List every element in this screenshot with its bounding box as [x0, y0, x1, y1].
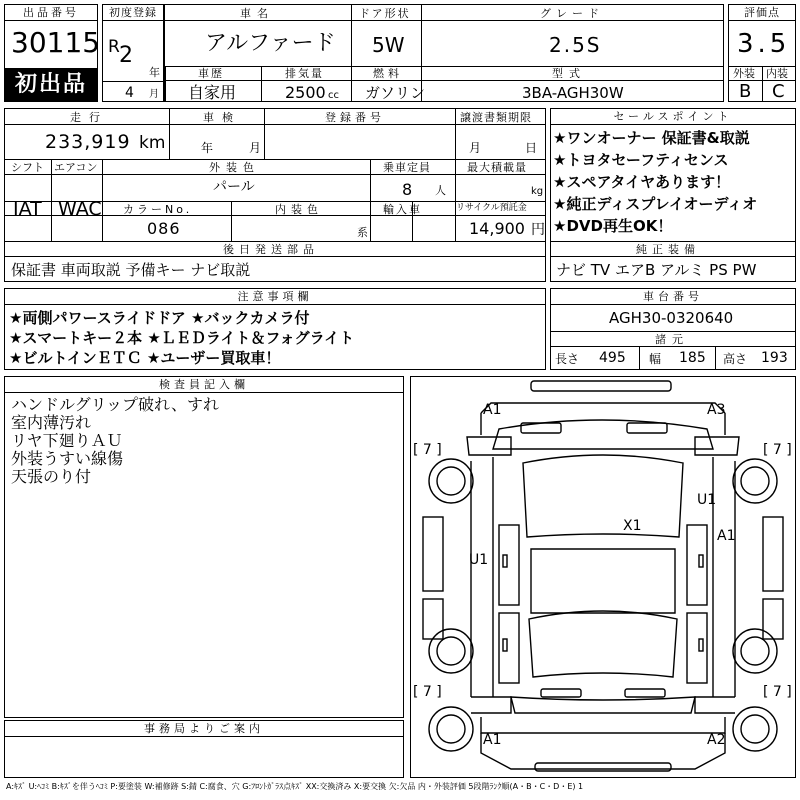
- exterior-grade: B: [739, 81, 752, 102]
- chassis-block: [550, 288, 796, 370]
- displacement-unit: cc: [328, 90, 339, 101]
- grade-label: グレード: [540, 7, 604, 20]
- mark-x1-roof: X1: [623, 518, 642, 534]
- mark-a1-rear-left: A1: [483, 732, 502, 748]
- height-label: 高さ: [723, 352, 748, 366]
- office-block: [4, 720, 404, 778]
- tire-mark-front-right: [ 7 ]: [763, 442, 792, 458]
- interior-label: 内装: [766, 67, 788, 80]
- capacity: 8: [402, 180, 413, 199]
- mileage: 233,919: [45, 131, 131, 153]
- later-parts: 保証書 車両取説 予備キー ナビ取説: [11, 261, 251, 279]
- fuel: ガソリン: [365, 84, 426, 102]
- interior-grade: C: [772, 81, 785, 102]
- width-label: 幅: [649, 352, 662, 366]
- chassis-label: 車台番号: [551, 289, 795, 305]
- ac-label: エアコン: [54, 161, 98, 174]
- color-no: 086: [147, 219, 181, 238]
- inspection-year-unit: 年: [201, 141, 214, 155]
- notes-block: [4, 288, 546, 370]
- notes-label: 注意事項欄: [5, 289, 545, 305]
- reg-year: 2: [119, 43, 133, 68]
- legend: A:ｷｽﾞ U:ﾍｺﾐ B:ｷｽﾞを伴うﾍｺﾐ P:要塗装 W:補修跡 S:錆 C:腐食、穴 G:ﾌﾛﾝﾄｶﾞﾗｽ点ｷｽﾞ XX:交換済み X:要交換 欠:欠品 内・外装評価 5段階ﾗﾝｸ順(A・B・C・D・E) 1: [6, 782, 584, 791]
- lot-label: 出品番号: [5, 5, 97, 21]
- office-label: 事務局よりご案内: [5, 721, 403, 737]
- shift: IAT: [13, 198, 42, 220]
- model-label: 型式: [552, 67, 586, 80]
- max-load-label: 最大積載量: [467, 161, 527, 174]
- length: 495: [599, 350, 626, 366]
- ext-color: パール: [213, 179, 255, 195]
- reg-number-label: 登録番号: [325, 111, 385, 124]
- mark-u1-left: U1: [469, 552, 489, 568]
- max-load-unit: kg: [531, 186, 544, 197]
- car-diagram: [411, 377, 795, 777]
- sales-points-label: セールスポイント: [551, 109, 795, 125]
- details-block: [4, 108, 546, 282]
- height: 193: [761, 350, 788, 366]
- vehicle-info-block: [164, 4, 724, 102]
- mark-u1-right: U1: [697, 492, 717, 508]
- sales-points-block: [550, 108, 796, 282]
- first-reg-label: 初度登録: [103, 5, 163, 21]
- exterior-label: 外装: [733, 67, 755, 80]
- inspector-line-4: 外装うすい線傷: [11, 449, 124, 468]
- int-color-label: 内装色: [275, 203, 323, 216]
- mark-a2-rear-right: A2: [707, 732, 726, 748]
- mark-a1-front-left: A1: [483, 402, 502, 418]
- inspector-block: [4, 376, 404, 718]
- displacement: 2500: [285, 83, 326, 102]
- car-name: アルファード: [205, 31, 336, 56]
- mileage-label: 走行: [70, 111, 108, 124]
- history: 自家用: [188, 83, 237, 102]
- color-no-label: カラーNo.: [123, 203, 193, 216]
- door-label: ドア形状: [359, 7, 411, 20]
- chassis-number: AGH30-0320640: [609, 309, 734, 327]
- capacity-unit: 人: [435, 184, 446, 197]
- width: 185: [679, 350, 706, 366]
- shift-label: シフト: [11, 161, 44, 174]
- first-listing-badge: 初出品: [5, 68, 97, 101]
- fuel-label: 燃料: [373, 67, 403, 80]
- lot-block: [4, 4, 101, 102]
- sales-point-1: ★ワンオーナー 保証書&取説: [553, 129, 750, 147]
- score-block: [728, 4, 796, 102]
- model: 3BA-AGH30W: [522, 84, 624, 102]
- tire-mark-rear-left: [ 7 ]: [413, 684, 442, 700]
- note-line-2: ★スマートキー２本 ★ＬＥＤライト＆フォグライト: [9, 329, 355, 347]
- inspector-line-1: ハンドルグリップ破れ、すれ: [11, 395, 220, 414]
- inspector-line-3: リヤ下廻りＡＵ: [11, 431, 123, 450]
- sales-point-2: ★トヨタセーフティセンス: [553, 151, 729, 169]
- history-label: 車歴: [198, 67, 224, 80]
- specs-label: 諸元: [655, 333, 689, 346]
- inspector-label: 検査員記入欄: [5, 377, 403, 393]
- era: R: [108, 37, 120, 57]
- mark-a3-front-right: A3: [707, 402, 726, 418]
- tire-mark-rear-right: [ 7 ]: [763, 684, 792, 700]
- first-reg-block: [102, 4, 164, 102]
- length-label: 長さ: [555, 352, 580, 366]
- int-color-unit: 系: [357, 226, 368, 239]
- note-line-1: ★両側パワースライドドア ★バックカメラ付: [9, 309, 310, 327]
- equipment: ナビ TV エアB アルミ PS PW: [556, 261, 757, 279]
- later-parts-label: 後日発送部品: [223, 243, 319, 256]
- score: 3.5: [737, 29, 791, 59]
- reg-month: 4: [125, 85, 134, 101]
- year-unit: 年: [149, 66, 160, 79]
- note-line-3: ★ビルトインＥＴＣ ★ユーザー買取車！: [9, 349, 281, 367]
- inspector-line-2: 室内薄汚れ: [11, 413, 92, 432]
- sales-point-4: ★純正ディスプレイオーディオ: [553, 195, 758, 213]
- tire-mark-front-left: [ 7 ]: [413, 442, 442, 458]
- transfer-label: 譲渡書類期限: [460, 111, 532, 124]
- equipment-label: 純正装備: [636, 243, 700, 256]
- transfer-day: 日: [525, 141, 538, 155]
- sales-point-5: ★DVD再生OK！: [553, 217, 673, 235]
- inspection-month-unit: 月: [249, 141, 262, 155]
- import-label: 輸入車: [383, 203, 422, 216]
- mark-a1-right: A1: [717, 528, 736, 544]
- lot-number: 30115: [11, 26, 101, 59]
- ac: WAC: [58, 198, 102, 220]
- recycle: 14,900: [469, 219, 525, 238]
- capacity-label: 乗車定員: [383, 161, 431, 174]
- door-type: 5W: [372, 33, 405, 57]
- recycle-label: リサイクル預託金: [456, 203, 527, 213]
- sales-point-3: ★スペアタイヤあります！: [553, 173, 731, 191]
- car-diagram-block: [410, 376, 796, 778]
- score-label: 評価点: [729, 5, 795, 21]
- recycle-unit: 円: [531, 222, 545, 238]
- displacement-label: 排気量: [285, 67, 324, 80]
- month-unit: 月: [149, 89, 159, 100]
- inspection-label: 車検: [203, 111, 241, 124]
- car-name-label: 車名: [240, 7, 274, 20]
- mileage-unit: km: [139, 133, 166, 153]
- inspector-line-5: 天張のり付: [11, 467, 92, 486]
- ext-color-label: 外装色: [209, 161, 260, 174]
- grade: 2.5S: [549, 33, 602, 57]
- transfer-month: 月: [469, 141, 482, 155]
